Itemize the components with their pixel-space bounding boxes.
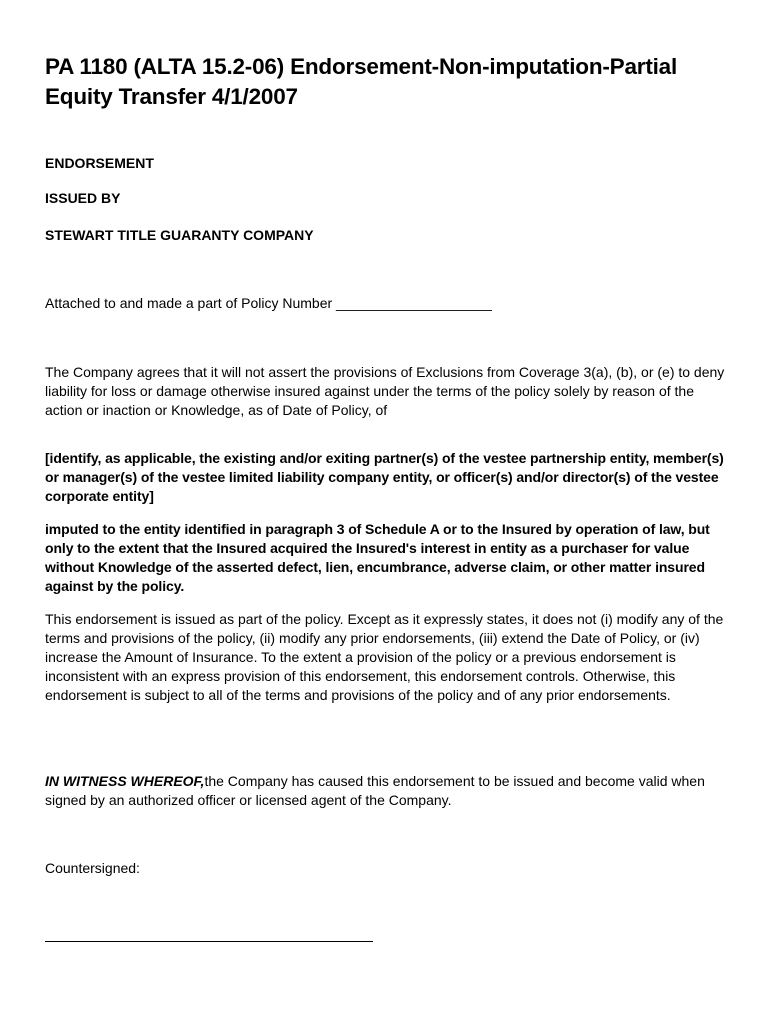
witness-lead: IN WITNESS WHEREOF,: [45, 773, 205, 789]
document-title: PA 1180 (ALTA 15.2-06) Endorsement-Non-imputation-Partial Equity Transfer 4/1/2007: [45, 54, 678, 109]
heading-issued-by: ISSUED BY: [45, 190, 121, 206]
countersigned-label: Countersigned:: [45, 860, 140, 876]
heading-company: STEWART TITLE GUARANTY COMPANY: [45, 227, 314, 243]
issued-paragraph: This endorsement is issued as part of the policy. Except as it expressly states, it does not (i) modify any of the terms and provisions of the policy, (ii) modify any prior endorsements, (iii) extend the Date of Policy, or (iv) increase the Amount of Insurance. To the extent a provision of the policy or a previous endorsement is inconsistent with an express provision of this endorsement, this endorsement controls. Otherwise, this endorsement is subject to all of the terms and provisions of the policy and of any prior endorsements.: [45, 611, 724, 703]
identify-paragraph: [identify, as applicable, the existing and/or exiting partner(s) of the vestee partnership entity, member(s) or manager(s) of the vestee limited liability company entity, or officer(s) and/or director(s) of the vestee corporate entity]: [45, 450, 724, 504]
agreement-paragraph: The Company agrees that it will not assert the provisions of Exclusions from Coverage 3(a), (b), or (e) to deny liability for loss or damage otherwise insured against under the terms of the policy solely by reason of the action or inaction or Knowledge, as of Date of Policy, of: [45, 364, 725, 418]
policy-number-line: Attached to and made a part of Policy Number ____________________: [45, 295, 492, 311]
witness-rest: the Company has caused this endorsement to be issued and become valid when signed by an authorized officer or licensed agent of the Company.: [45, 773, 705, 808]
imputed-paragraph: imputed to the entity identified in paragraph 3 of Schedule A or to the Insured by operation of law, but only to the extent that the Insured acquired the Insured's interest in entity as a purchaser for value without Knowledge of the asserted defect, lien, encumbrance, adverse claim, or other matter insured against by the policy.: [45, 521, 710, 594]
heading-endorsement: ENDORSEMENT: [45, 155, 154, 171]
signature-line: [45, 941, 373, 942]
witness-paragraph: [45, 772, 735, 810]
